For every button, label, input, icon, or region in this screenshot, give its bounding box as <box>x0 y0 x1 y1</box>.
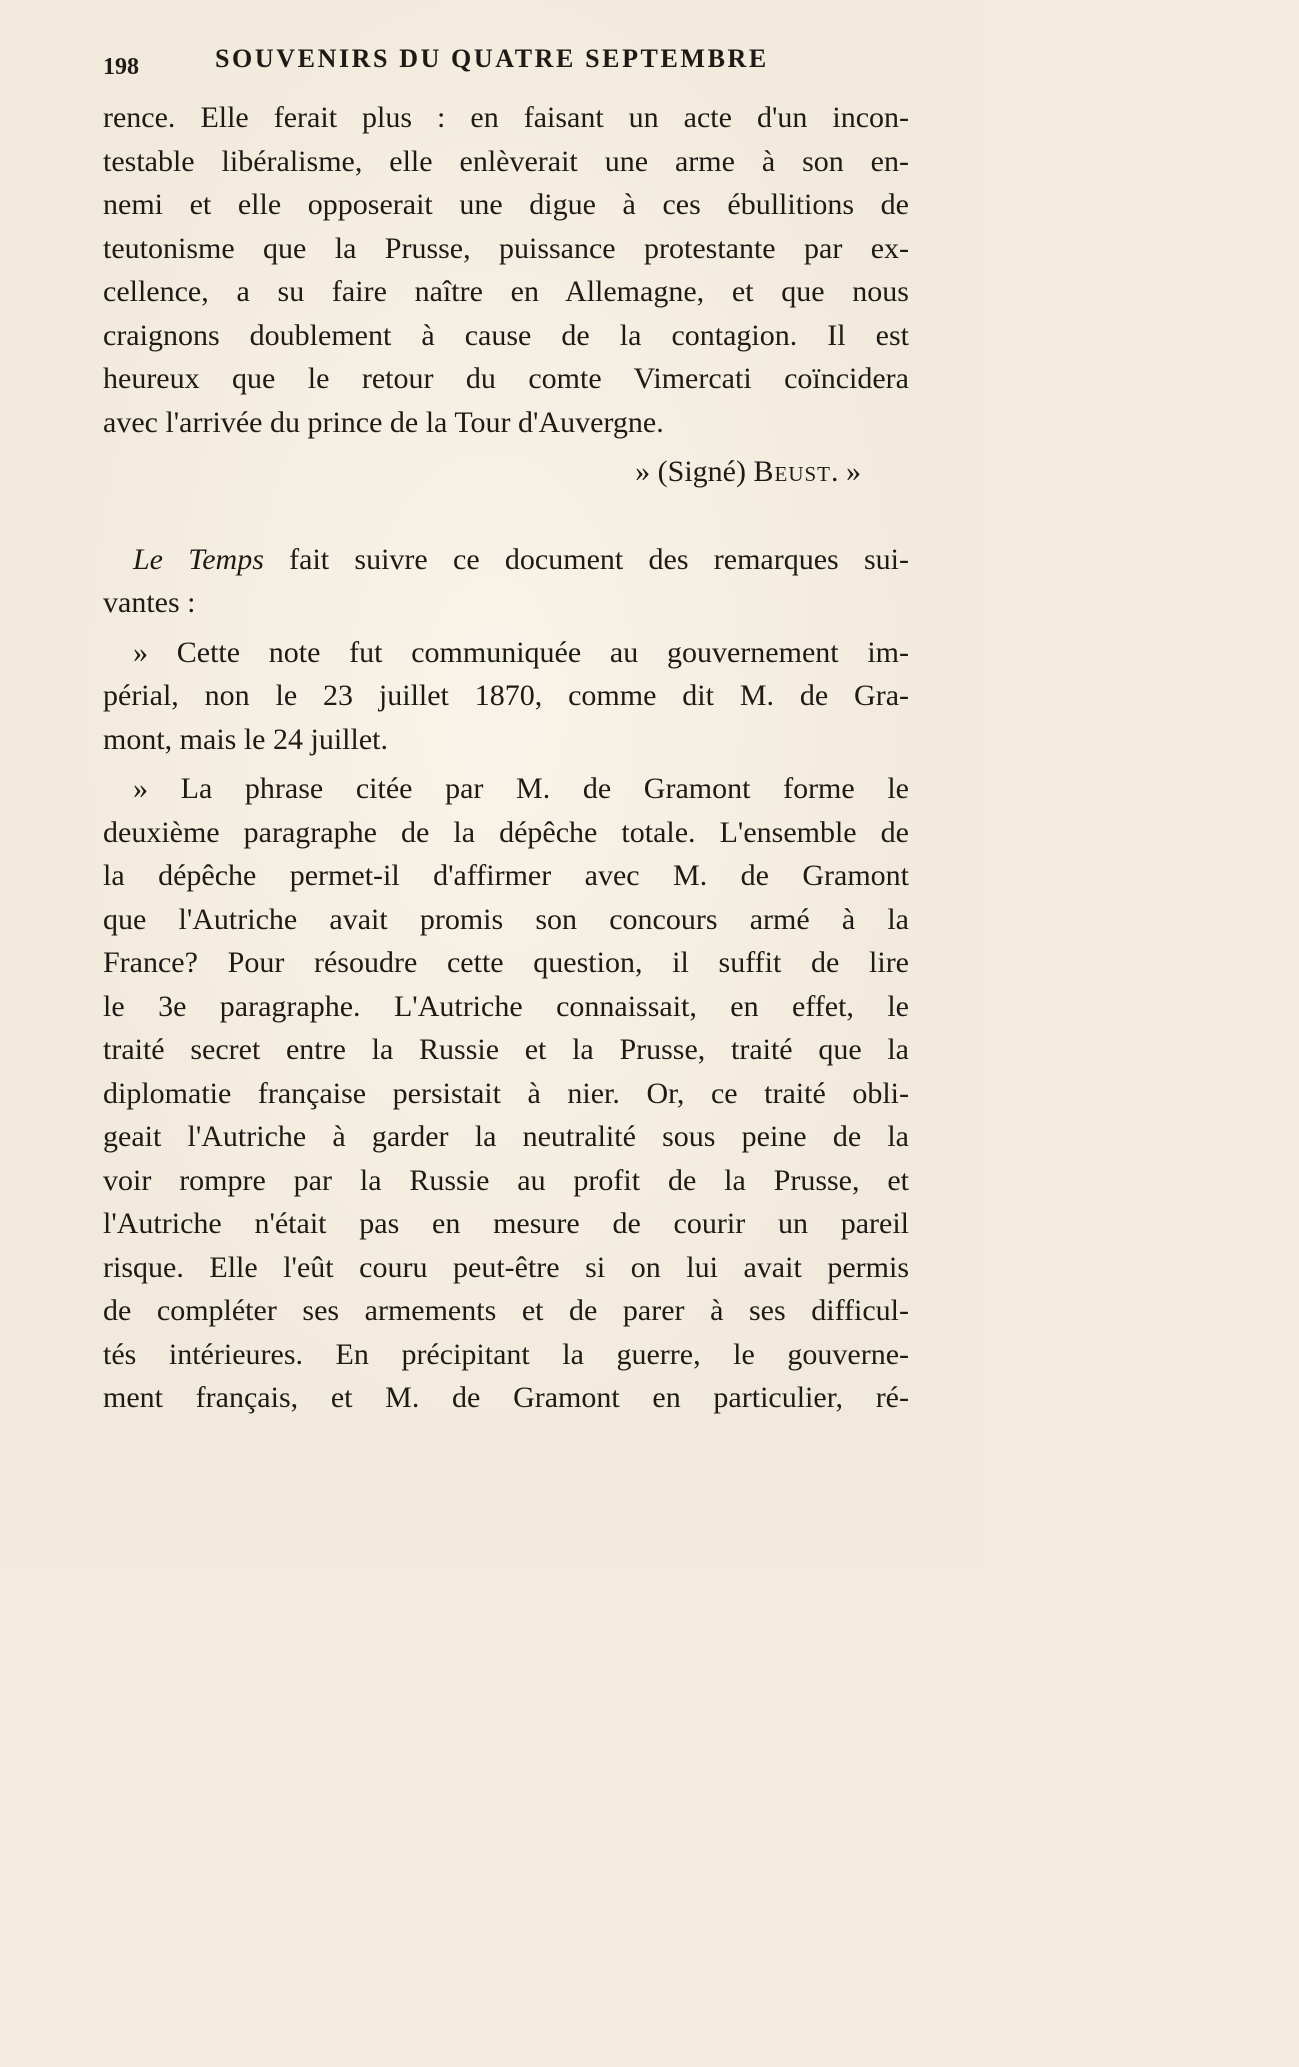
quoted-dispatch <box>103 96 909 494</box>
text-line: » Cette note fut communiquée au gouvernement im- <box>133 635 909 669</box>
newspaper-title: Le Temps <box>133 542 264 576</box>
text-line: deuxième paragraphe de la dépêche totale. L'ensemble de <box>103 815 909 849</box>
text-line: avec l'arrivée du prince de la Tour d'Auvergne. <box>103 405 664 439</box>
text-line: ment français, et M. de Gramont en particulier, ré- <box>103 1381 909 1414</box>
signature <box>103 450 909 494</box>
text-line: voir rompre par la Russie au profit de la Prusse, et <box>103 1163 909 1197</box>
text-line: périal, non le 23 juillet 1870, comme dit M. de Gra- <box>103 679 909 712</box>
text-line: que l'Autriche avait promis son concours armé à la <box>103 902 909 936</box>
signature-name: Beust <box>753 455 831 488</box>
text-line: tés intérieures. En précipitant la guerre, le gouverne- <box>103 1337 909 1371</box>
section-gap <box>103 494 909 538</box>
running-title: SOUVENIRS DU QUATRE SEPTEMBRE <box>215 44 769 73</box>
text-line: diplomatie française persistait à nier. Or, ce traité obli- <box>103 1076 909 1110</box>
text-line: craignons doublement à cause de la contagion. Il est <box>103 318 909 352</box>
text-line: mont, mais le 24 juillet. <box>103 722 388 756</box>
text-line: heureux que le retour du comte Vimercati coïncidera <box>103 362 909 395</box>
intro-text: fait suivre ce document des remarques sui- <box>263 542 909 576</box>
text-line: testable libéralisme, elle enlèverait une arme à son en- <box>103 144 909 178</box>
signature-suffix: . » <box>831 455 861 488</box>
text-line: teutonisme que la Prusse, puissance protestante par ex- <box>103 231 909 265</box>
signature-prefix: » (Signé) <box>635 455 754 488</box>
page-number: 198 <box>103 54 139 80</box>
text-line: risque. Elle l'eût couru peut-être si on lui avait permis <box>103 1250 909 1284</box>
text-line: » La phrase citée par M. de Gramont forme le <box>133 772 909 805</box>
text-line: vantes : <box>103 586 196 619</box>
text-line: de compléter ses armements et de parer à ses difficul- <box>103 1294 909 1327</box>
text-line: nemi et elle opposerait une digue à ces ébullitions de <box>103 188 909 221</box>
text-line: cellence, a su faire naître en Allemagne, et que nous <box>103 275 909 308</box>
text-line: geait l'Autriche à garder la neutralité sous peine de la <box>103 1120 909 1153</box>
paragraph-note-date <box>103 631 909 762</box>
text-line: traité secret entre la Russie et la Prusse, traité que la <box>103 1033 909 1066</box>
text-line: le 3e paragraphe. L'Autriche connaissait, en effet, le <box>103 989 909 1023</box>
text-line: la dépêche permet-il d'affirmer avec M. de Gramont <box>103 859 909 892</box>
paragraph-analysis <box>103 767 909 1420</box>
text-line <box>103 538 909 582</box>
intro-paragraph <box>103 538 909 625</box>
text-line: France? Pour résoudre cette question, il suffit de lire <box>103 946 909 979</box>
text-line: l'Autriche n'était pas en mesure de courir un pareil <box>103 1207 909 1240</box>
text-line: rence. Elle ferait plus : en faisant un acte d'un incon- <box>103 101 909 134</box>
page-header <box>103 40 903 80</box>
page-body <box>103 96 909 1420</box>
